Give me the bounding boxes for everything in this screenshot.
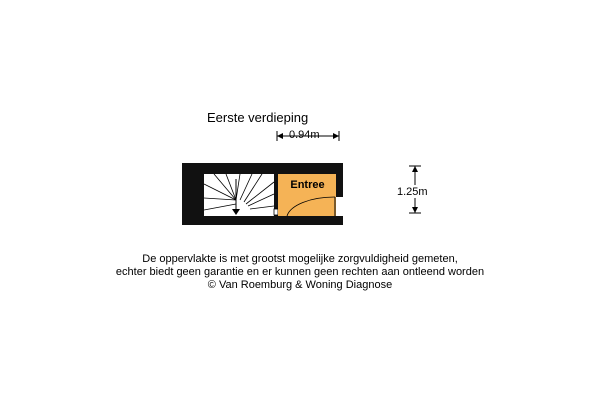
dimension-width-arrow-right <box>333 133 339 139</box>
dimension-height-label: 1.25m <box>397 186 428 198</box>
room-label-entree: Entree <box>290 179 325 191</box>
dimension-height-arrow-top <box>412 166 418 172</box>
floor-title: Eerste verdieping <box>207 110 309 125</box>
door-opening <box>336 197 343 216</box>
disclaimer <box>0 253 600 292</box>
dimension-width-label: 0.94m <box>289 129 320 141</box>
dimension-width-arrow-left <box>277 133 283 139</box>
disclaimer-line-2: echter biedt geen garantie en er kunnen geen rechten aan ontleend worden <box>115 266 485 278</box>
dimension-height-arrow-bottom <box>412 207 418 213</box>
disclaimer-line-1: De oppervlakte is met grootst mogelijke zorgvuldigheid gemeten, <box>142 253 458 265</box>
stair-post <box>274 209 278 215</box>
copyright-line: © Van Roemburg & Woning Diagnose <box>207 279 393 291</box>
